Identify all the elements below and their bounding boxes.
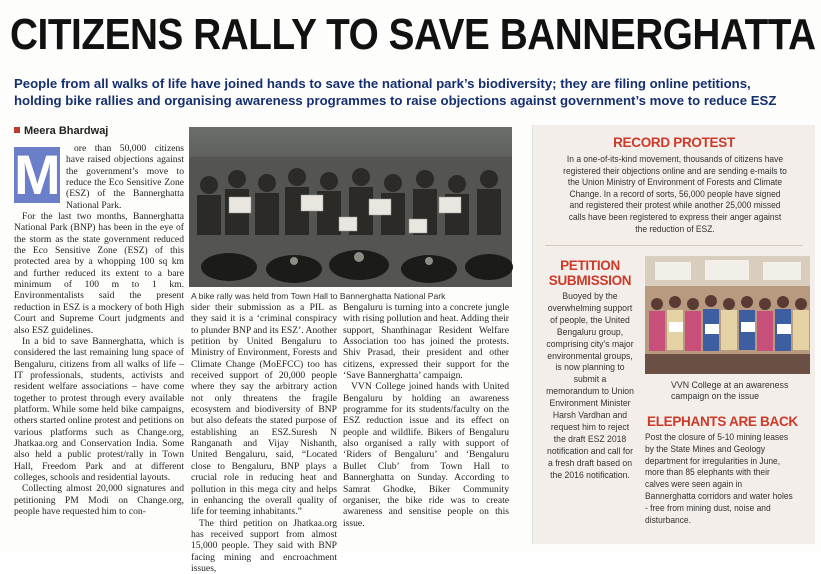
petition-submission-heading [545, 258, 635, 288]
vvn-college-photo [645, 256, 810, 374]
body-paragraph: The third petition on Jhatkaa.org has received support from almost 15,000 people. They said with BNP facing mining and encroachment issues, [191, 517, 337, 574]
article-column-1 [14, 143, 184, 517]
elephants-heading: ELEPHANTS ARE BACK [647, 414, 798, 429]
body-paragraph: Collecting almost 20,000 signatures and petitioning PM Modi on Change.org, people have requested him to con- [14, 483, 184, 517]
article-column-2 [191, 302, 337, 574]
deck-line: holding bike rallies and organising awareness programmes to raise objections against government’s move to reduce ESZ [14, 93, 777, 108]
heading-line: PETITION [560, 258, 620, 273]
body-paragraph: Bengaluru is turning into a concrete jungle with rising pollution and heat. Adding their support, Shanthinagar Resident Welfare Association too has joined the protests. Shiv Prasad, their president and other citizens, expressed their support for the ‘Save Bannerghatta’ campaign. [343, 302, 510, 382]
bike-rally-photo [189, 127, 512, 287]
elephants-text: Post the closure of 5-10 mining leases by the State Mines and Geology department for irregularities in June, more than 85 elephants with their calves were seen again in Bannerghatta corridors and water holes - free from mining dust, noise and disturbance. [645, 431, 793, 525]
body-paragraph: For the last two months, Bannerghatta National Park (BNP) has been in the eye of the storm as the state government reduced the Eco Sensitive Zone (ESZ) of this protected area by a whopping 100 sq km and further reduced its extent to a bare minimum of 100 m to 1 km. Environmentalists said the present reduction in ESZ is a mockery of both High Court and Supreme Court judgments and also ESZ guidelines. [14, 211, 184, 336]
crowd-illustration [189, 157, 512, 287]
deck [14, 75, 814, 109]
byline [14, 125, 108, 137]
record-protest-text: In a one-of-its-kind movement, thousands of citizens have registered their objections online and are sending e-mails to the Union Ministry of Environment of Forests and Climate Change. In a record of sorts, 56,000 people have signed and registered their protest while another 25,000 missed calls have been registered to express their anger against the reduction of ESZ. [563, 154, 787, 234]
lead-paragraph: ore than 50,000 citizens have raised objections against the government’s move to reduce the Eco Sensitive Zone (ESZ) of the Bannerghatta National Park. [66, 143, 184, 211]
body-paragraph: sider their submission as a PIL as they said it is a ‘criminal conspiracy to plunder BNP and its ESZ’. Another petition by United Bengaluru to Ministry of Environment, Forests and Climate Change (MoEFCC) too has received support of 20,000 people where they say the arbitrary action not only threatens the fragile ecosystem and biodiversity of BNP but also defeats the stated purpose of establishing an ESZ.Suresh N Ranganath and Vijay Nishanth, United Bengaluru, said, “Located close to Bengaluru, BNP plays a crucial role in reducing heat and pollution in this mega city and helps in enhancing the overall quality of life for teeming inhabitants.” [191, 302, 337, 518]
author-name: Meera Bhardwaj [24, 125, 109, 137]
byline-bullet-icon [14, 127, 20, 133]
sidebar-divider [545, 245, 803, 246]
record-protest-heading: RECORD PROTEST [613, 135, 735, 150]
campaign-illustration [645, 256, 810, 374]
headline: CITIZENS RALLY TO SAVE BANNERGHATTA [10, 10, 816, 59]
body-paragraph: In a bid to save Bannerghatta, which is considered the last remaining lung space of Bengaluru, citizens from all walks of life – IT professionals, students, activists and resident welfare associations – have come together to protest through every available platform. While some held bike campaigns, others started online protest and petitions on various platforms such as Change.org, Jhatkaa.org and Conservation India. Some also held a public protest/rally in Town Hall, Freedom Park and at different colleges, schools and residential layouts. [14, 335, 184, 483]
sidebar-box [532, 125, 815, 544]
photo-caption: A bike rally was held from Town Hall to Bannerghatta National Park [191, 291, 446, 301]
deck-line: People from all walks of life have joined hands to save the national park’s biodiversity; they are filing online petitions, [14, 76, 751, 91]
article-column-3 [343, 302, 509, 529]
body-paragraph: VVN College joined hands with United Bengaluru by holding an awareness programme for its students/faculty on the ESZ reduction issue and its effect on people and wildlife. Bikers of Bengaluru also organised a rally with support of ‘Riders of Bengaluru’ and ‘Bengaluru Bullet Club’ from Town Hall to Bannerghatta on Sunday. According to Samrat Ghodke, Biker Community organiser, the bike ride was to create awareness and sensitise people on this issue. [343, 381, 509, 529]
sidebar-photo-caption: VVN College at an awareness campaign on the issue [671, 380, 789, 401]
petition-submission-text: Buoyed by the overwhelming support of people, the United Bengaluru group, comprising city’s major environmental groups, is now planning to submit a memorandum to Union Environment Minister Harsh Vardhan and request him to reject the draft ESZ 2018 notification and call for a fresh draft based on the 2016 notification. [546, 291, 634, 481]
dropcap: M [14, 143, 61, 206]
heading-line: SUBMISSION [548, 273, 632, 288]
